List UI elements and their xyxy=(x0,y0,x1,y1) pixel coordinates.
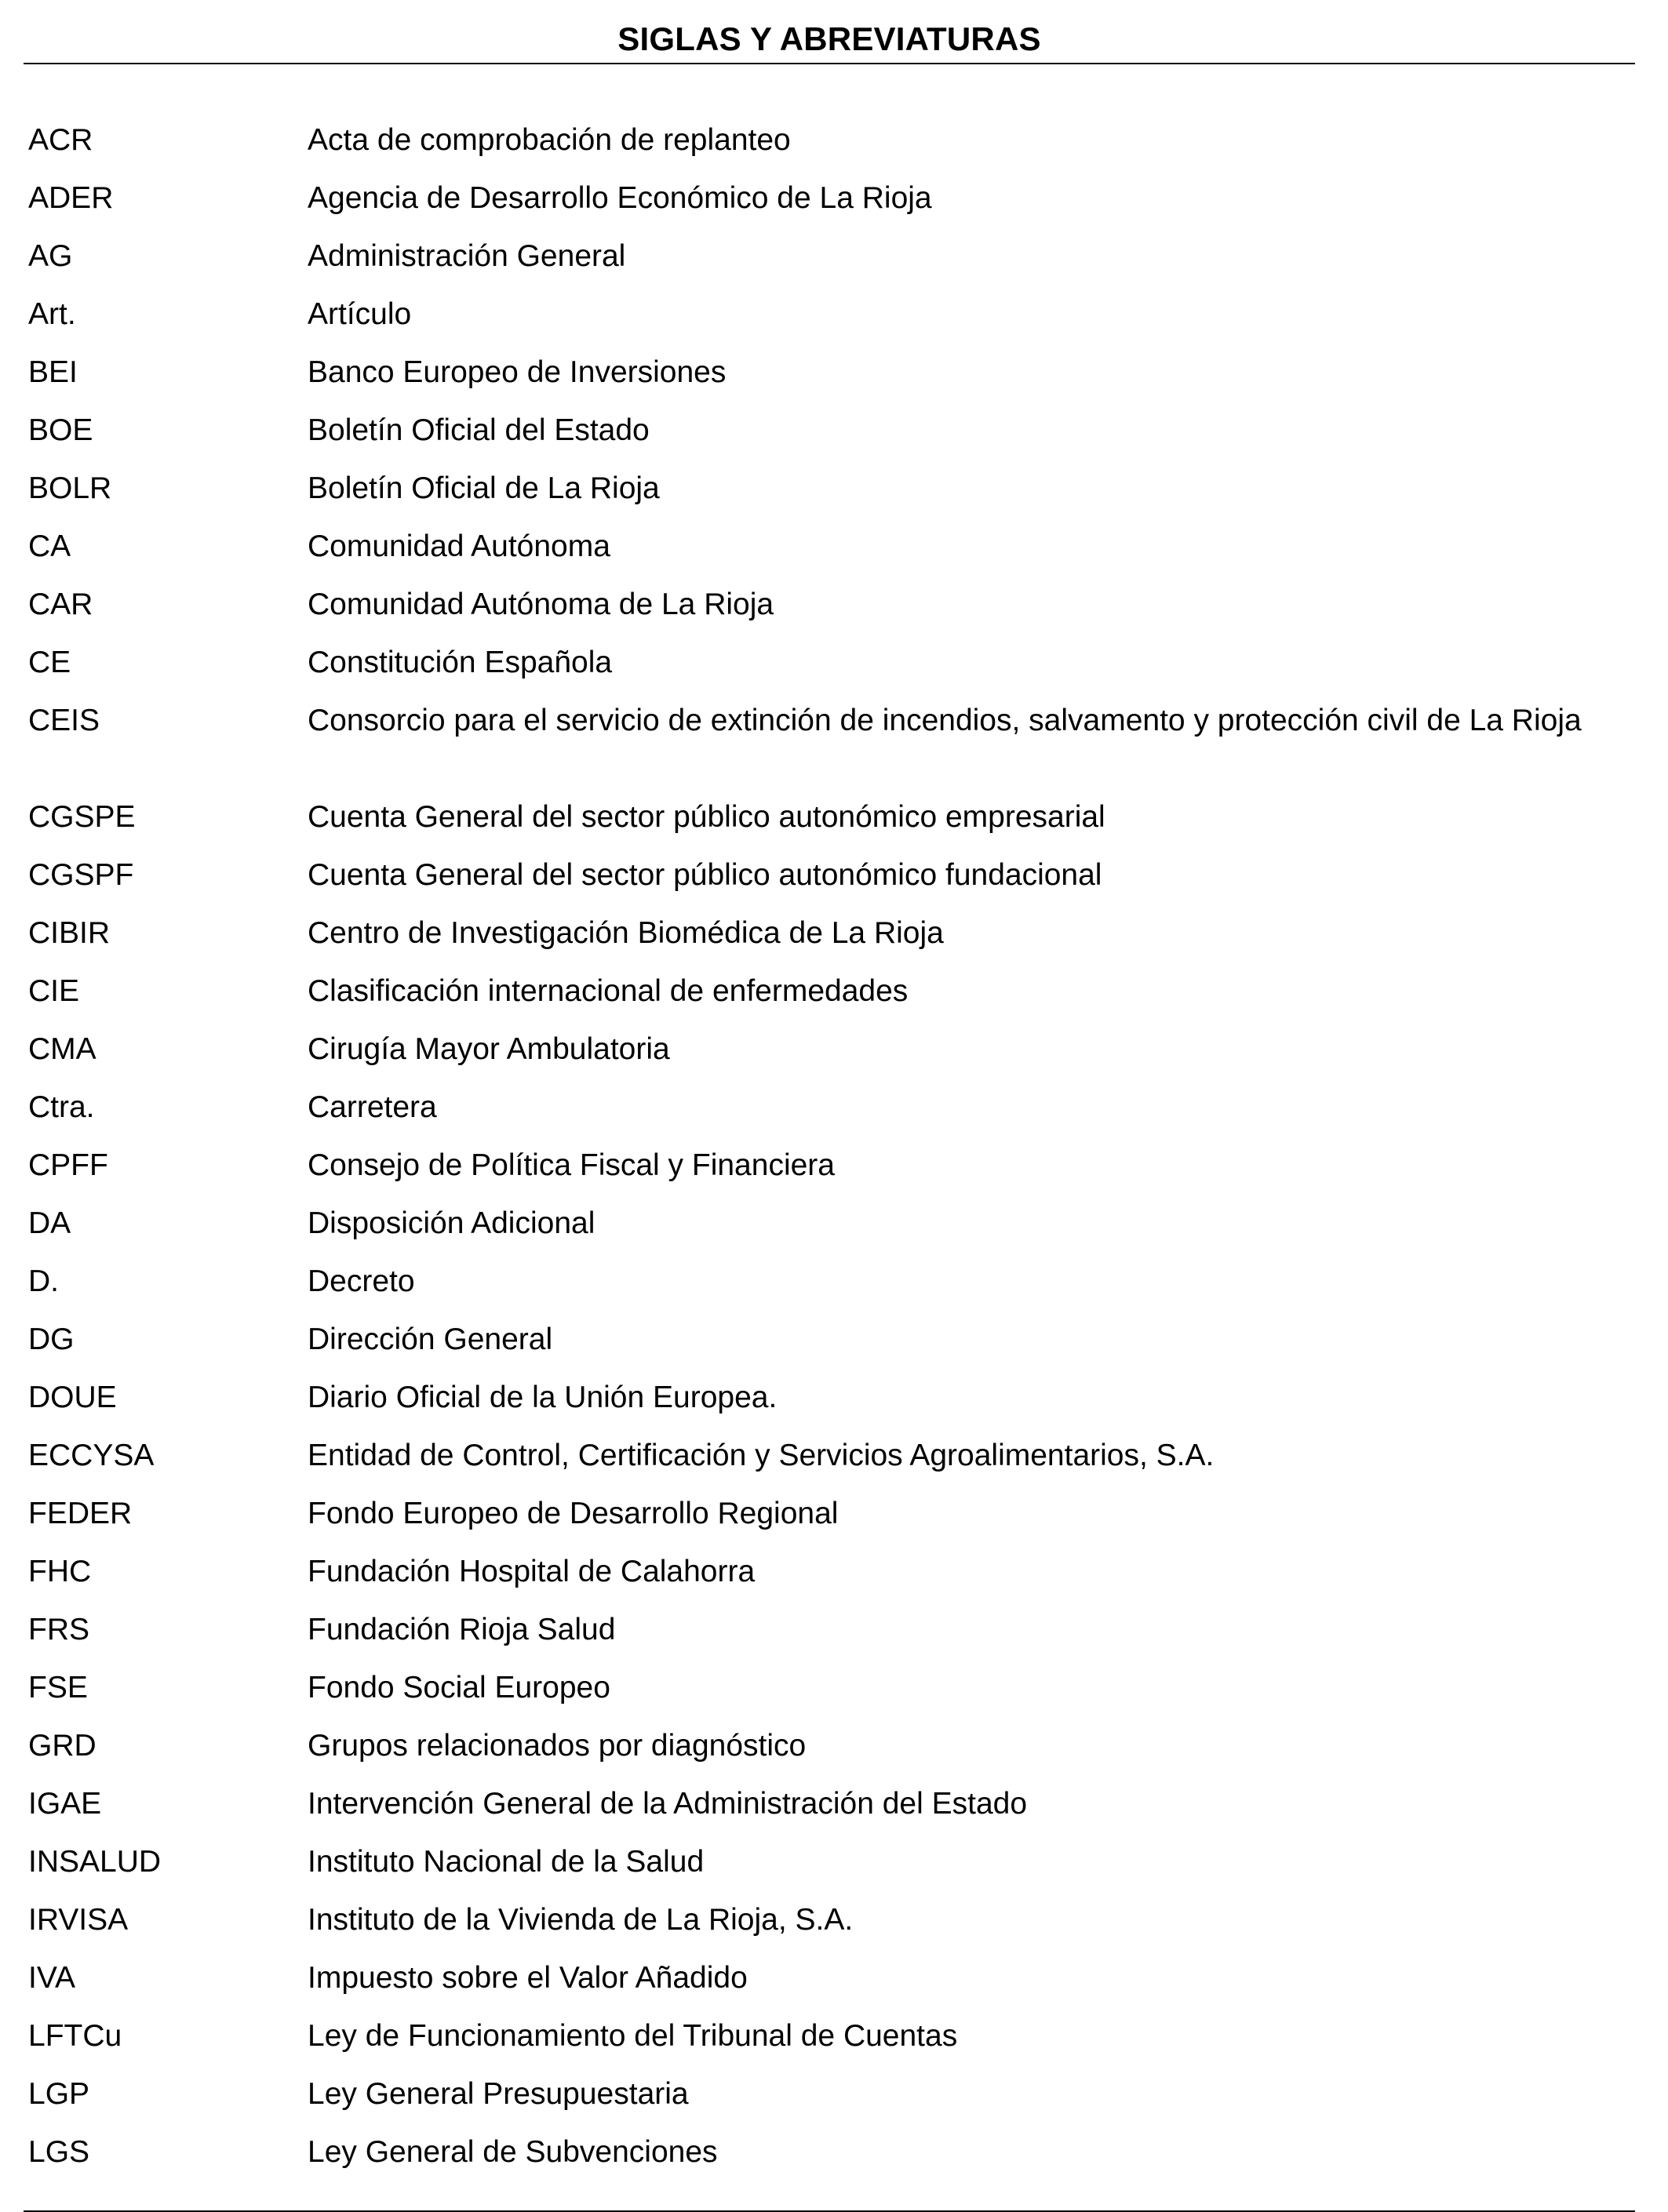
list-item xyxy=(28,2017,1635,2076)
abbreviation: FSE xyxy=(28,1671,88,1704)
abbreviation: ECCYSA xyxy=(28,1439,155,1472)
abbreviation-meaning: Artículo xyxy=(308,297,412,331)
abbreviation: CIBIR xyxy=(28,916,111,950)
list-item xyxy=(28,2134,1635,2192)
list-item xyxy=(28,1437,1635,1495)
abbreviation: Art. xyxy=(28,297,76,331)
abbreviation-meaning: Comunidad Autónoma xyxy=(308,529,610,563)
list-item xyxy=(28,1553,1635,1611)
abbreviation-meaning: Acta de comprobación de replanteo xyxy=(308,123,791,157)
list-item xyxy=(28,470,1635,528)
abbreviation: Ctra. xyxy=(28,1090,95,1124)
abbreviation: IRVISA xyxy=(28,1903,129,1937)
abbreviation: CE xyxy=(28,646,71,679)
abbreviation-meaning: Impuesto sobre el Valor Añadido xyxy=(308,1961,748,1995)
abbreviation: BOLR xyxy=(28,471,112,505)
abbreviation-meaning: Decreto xyxy=(308,1264,415,1298)
abbreviation-meaning: Clasificación internacional de enfermedades xyxy=(308,974,909,1008)
list-item xyxy=(28,799,1635,857)
list-item xyxy=(28,1379,1635,1437)
abbreviation-meaning: Centro de Investigación Biomédica de La Rioja xyxy=(308,916,944,950)
list-item xyxy=(28,412,1635,470)
abbreviation: FHC xyxy=(28,1555,92,1588)
abbreviation: CGSPF xyxy=(28,858,134,892)
abbreviation: BEI xyxy=(28,355,78,389)
list-item xyxy=(28,1089,1635,1147)
abbreviation-meaning: Banco Europeo de Inversiones xyxy=(308,355,727,389)
abbreviation-meaning: Boletín Oficial del Estado xyxy=(308,413,650,447)
list-item xyxy=(28,2076,1635,2134)
list-item xyxy=(28,1785,1635,1843)
abbreviation-list xyxy=(28,122,1635,2192)
list-item xyxy=(28,1959,1635,2017)
abbreviation-meaning: Agencia de Desarrollo Económico de La Rioja xyxy=(308,181,932,215)
abbreviation-meaning: Consejo de Política Fiscal y Financiera xyxy=(308,1148,835,1182)
list-item xyxy=(28,1495,1635,1553)
abbreviation-meaning: Instituto de la Vivienda de La Rioja, S.A. xyxy=(308,1903,854,1937)
abbreviation: CGSPE xyxy=(28,800,136,834)
abbreviation: ACR xyxy=(28,123,93,157)
abbreviation: IVA xyxy=(28,1961,75,1995)
abbreviation: BOE xyxy=(28,413,93,447)
abbreviation: CEIS xyxy=(28,704,100,737)
list-item xyxy=(28,238,1635,296)
abbreviation: DG xyxy=(28,1322,75,1356)
abbreviation: CAR xyxy=(28,588,93,621)
abbreviation-meaning: Intervención General de la Administración del Estado xyxy=(308,1787,1028,1821)
abbreviation: FRS xyxy=(28,1613,89,1646)
list-item xyxy=(28,1843,1635,1901)
abbreviation-meaning: Boletín Oficial de La Rioja xyxy=(308,471,660,505)
abbreviation-meaning: Fundación Hospital de Calahorra xyxy=(308,1555,756,1588)
list-item xyxy=(28,1727,1635,1785)
abbreviation: ADER xyxy=(28,181,114,215)
abbreviation-meaning: Diario Oficial de la Unión Europea. xyxy=(308,1381,778,1414)
abbreviation: AG xyxy=(28,239,73,273)
abbreviation: FEDER xyxy=(28,1497,133,1530)
abbreviation: INSALUD xyxy=(28,1845,162,1879)
abbreviation: DA xyxy=(28,1206,71,1240)
abbreviation: CA xyxy=(28,529,71,563)
abbreviation-meaning: Cirugía Mayor Ambulatoria xyxy=(308,1032,670,1066)
abbreviation: LGP xyxy=(28,2077,90,2111)
list-item xyxy=(28,296,1635,354)
list-item xyxy=(28,122,1635,180)
abbreviation-meaning: Carretera xyxy=(308,1090,437,1124)
abbreviation-meaning: Cuenta General del sector público autonómico empresarial xyxy=(308,800,1105,834)
list-item xyxy=(28,1031,1635,1089)
abbreviation-meaning: Ley General Presupuestaria xyxy=(308,2077,689,2111)
abbreviation-meaning: Ley de Funcionamiento del Tribunal de Cuentas xyxy=(308,2019,958,2053)
list-item xyxy=(28,586,1635,644)
abbreviation: CMA xyxy=(28,1032,97,1066)
list-item xyxy=(28,180,1635,238)
abbreviation: CIE xyxy=(28,974,80,1008)
abbreviation-meaning: Dirección General xyxy=(308,1322,553,1356)
abbreviation-meaning: Cuenta General del sector público autonómico fundacional xyxy=(308,858,1102,892)
abbreviation: DOUE xyxy=(28,1381,117,1414)
list-item xyxy=(28,1669,1635,1727)
abbreviation: CPFF xyxy=(28,1148,108,1182)
abbreviation-meaning: Comunidad Autónoma de La Rioja xyxy=(308,588,774,621)
abbreviation: IGAE xyxy=(28,1787,102,1821)
page-title: SIGLAS Y ABREVIATURAS xyxy=(617,20,1041,57)
list-item xyxy=(28,354,1635,412)
abbreviation-meaning: Consorcio para el servicio de extinción de incendios, salvamento y protección civil de La Rioja xyxy=(308,704,1582,737)
abbreviation-meaning: Constitución Española xyxy=(308,646,613,679)
abbreviation-meaning: Instituto Nacional de la Salud xyxy=(308,1845,705,1879)
list-item xyxy=(28,915,1635,973)
abbreviation-meaning: Administración General xyxy=(308,239,626,273)
list-item xyxy=(28,1263,1635,1321)
list-item xyxy=(28,857,1635,915)
abbreviation-meaning: Entidad de Control, Certificación y Servicios Agroalimentarios, S.A. xyxy=(308,1439,1215,1472)
list-item xyxy=(28,1321,1635,1379)
list-item xyxy=(28,644,1635,702)
abbreviation-meaning: Fondo Europeo de Desarrollo Regional xyxy=(308,1497,839,1530)
list-item xyxy=(28,973,1635,1031)
list-item xyxy=(28,528,1635,586)
list-item xyxy=(28,1205,1635,1263)
abbreviation-meaning: Fundación Rioja Salud xyxy=(308,1613,616,1646)
abbreviation-meaning: Grupos relacionados por diagnóstico xyxy=(308,1729,807,1763)
title-divider xyxy=(24,63,1635,64)
list-item xyxy=(28,1147,1635,1205)
abbreviation-meaning: Disposición Adicional xyxy=(308,1206,595,1240)
abbreviation-meaning: Fondo Social Europeo xyxy=(308,1671,610,1704)
abbreviation-meaning: Ley General de Subvenciones xyxy=(308,2135,718,2169)
abbreviation: LGS xyxy=(28,2135,90,2169)
list-item xyxy=(28,1901,1635,1959)
list-item xyxy=(28,702,1635,799)
list-item xyxy=(28,1611,1635,1669)
abbreviation: GRD xyxy=(28,1729,97,1763)
abbreviation: D. xyxy=(28,1264,59,1298)
abbreviation: LFTCu xyxy=(28,2019,122,2053)
